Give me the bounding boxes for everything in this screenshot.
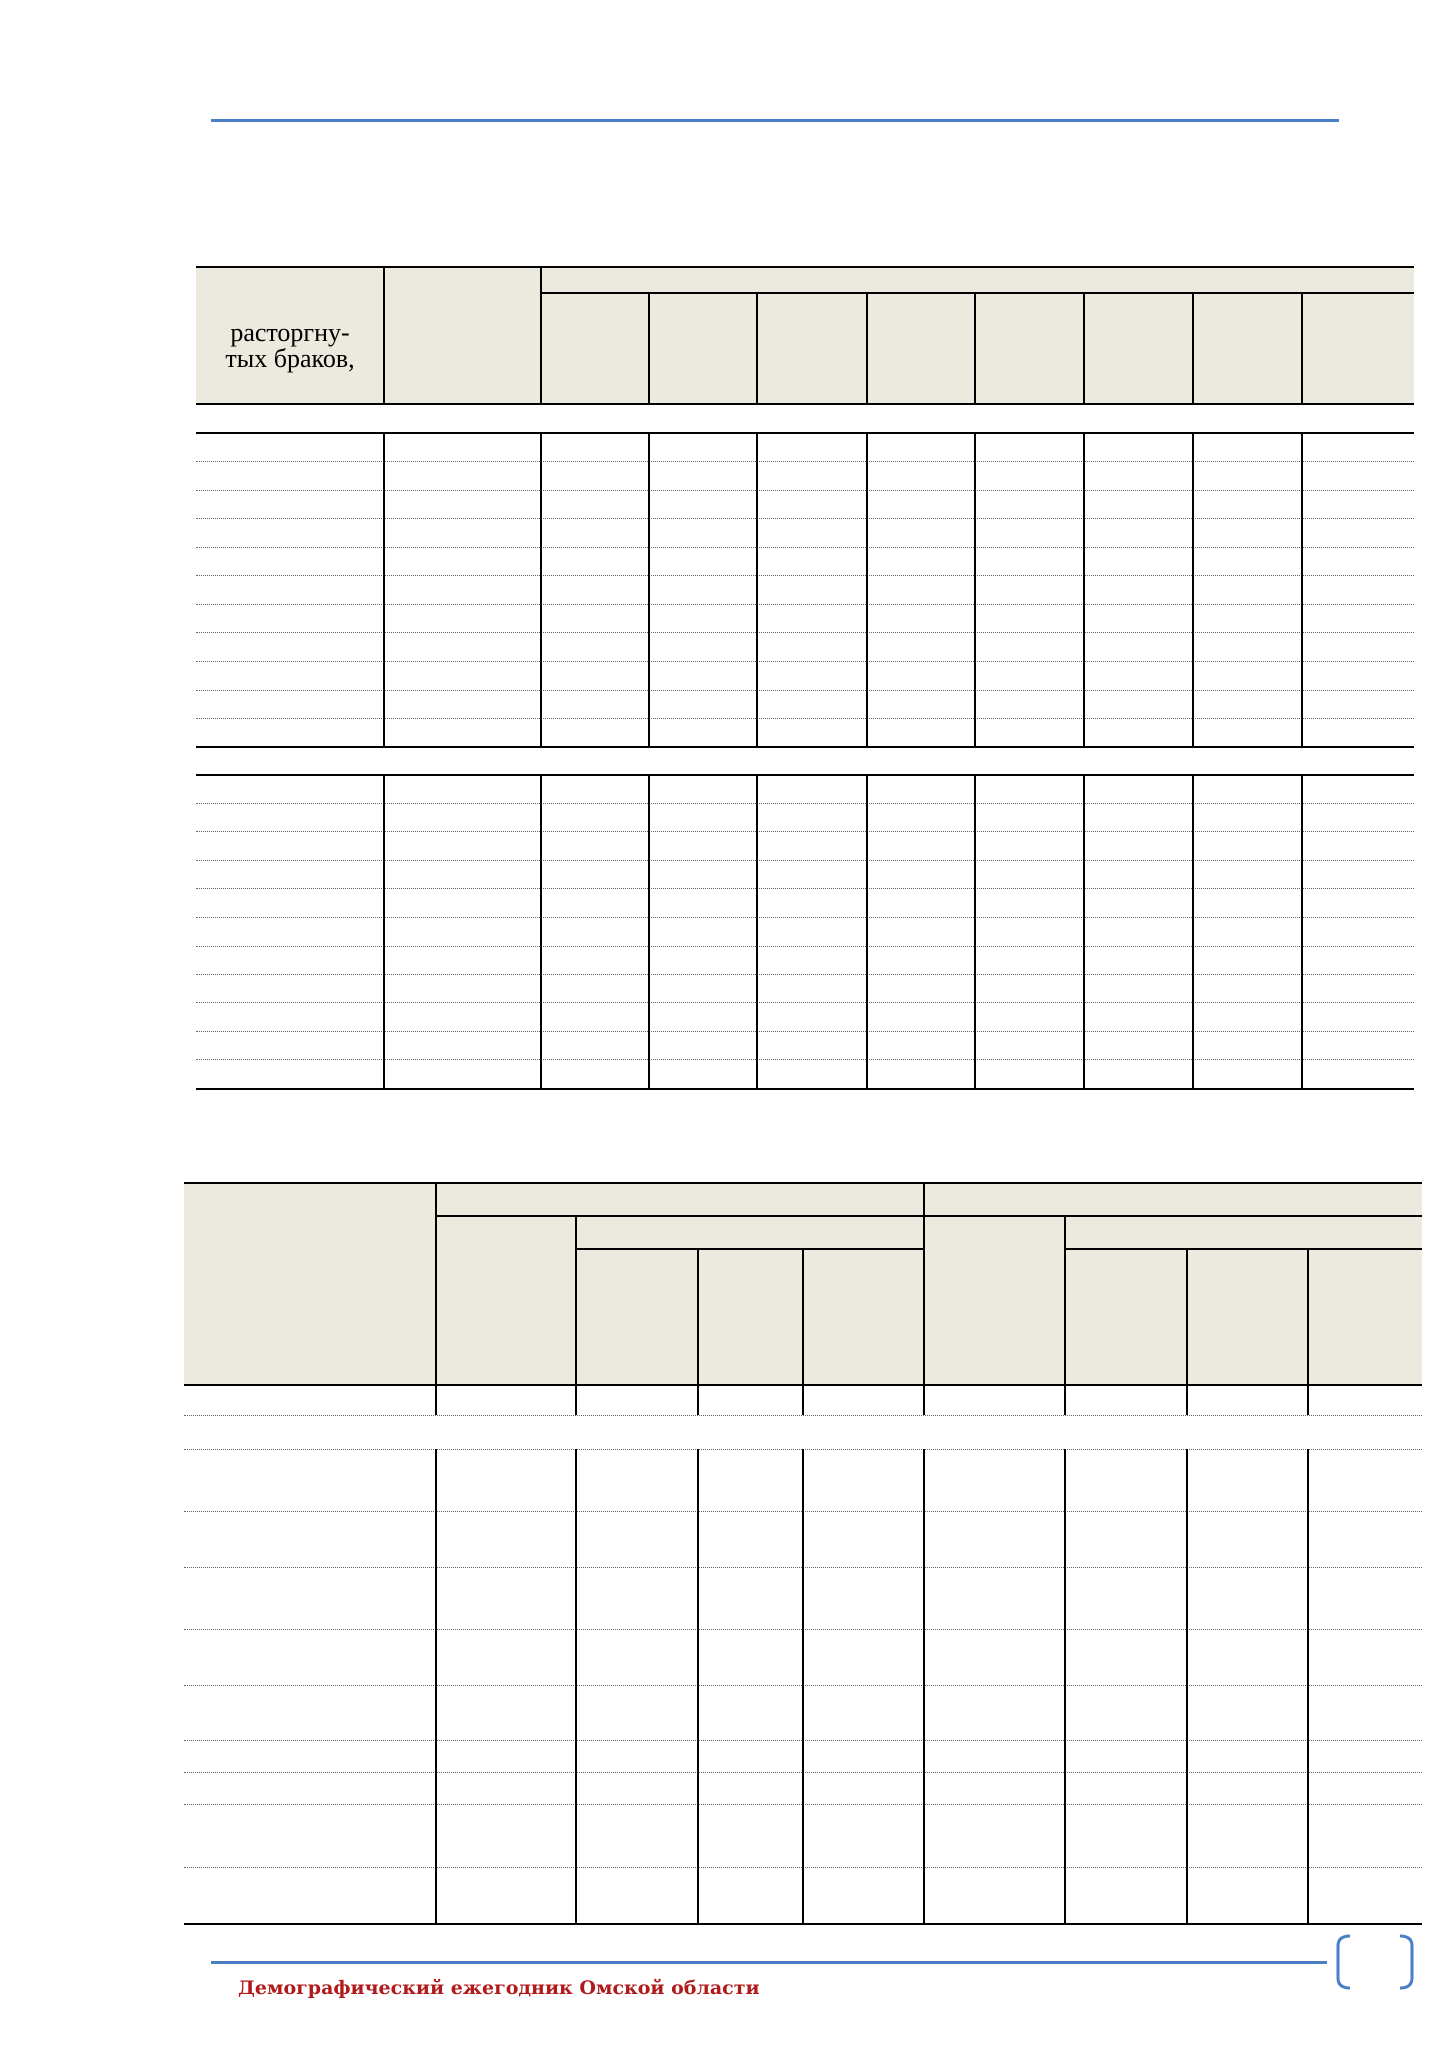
t2-subheader-line	[1064, 1248, 1422, 1250]
t2b-v	[1186, 1449, 1188, 1925]
t1-row-sep	[196, 632, 1414, 633]
t1-row-sep	[196, 946, 1414, 947]
t2b-v	[1307, 1449, 1309, 1925]
t1-row-sep	[196, 888, 1414, 889]
t2-row-sep	[184, 1415, 1422, 1416]
t2r0-v	[435, 1385, 437, 1415]
t1-block1-bottom	[196, 746, 1414, 748]
t2b-v	[575, 1449, 577, 1925]
t1b1-v	[383, 432, 385, 748]
t2b-v	[923, 1449, 925, 1925]
t1b2-v	[648, 774, 650, 1090]
t1-block1-top	[196, 432, 1414, 434]
t1-row-sep	[196, 461, 1414, 462]
t1h-v	[1192, 292, 1194, 405]
t1h-v	[756, 292, 758, 405]
t1h-v	[866, 292, 868, 405]
t2h-v	[1307, 1248, 1309, 1386]
t1-block2-bottom	[196, 1088, 1414, 1090]
t1-row-sep	[196, 1031, 1414, 1032]
top-rule	[211, 119, 1339, 122]
t1h-v	[383, 266, 385, 405]
t1-row-sep	[196, 690, 1414, 691]
t1b1-v	[1301, 432, 1303, 748]
t1-row-sep	[196, 831, 1414, 832]
t1-row-sep	[196, 661, 1414, 662]
t2r0-v	[1186, 1385, 1188, 1415]
t1b1-v	[974, 432, 976, 748]
t2h-v	[1064, 1215, 1066, 1386]
t1b2-v	[756, 774, 758, 1090]
t1b1-v	[866, 432, 868, 748]
t2r0-v	[802, 1385, 804, 1415]
t2b-v	[1064, 1449, 1066, 1925]
t1-row-sep	[196, 490, 1414, 491]
t1-row-sep	[196, 917, 1414, 918]
t1b1-v	[540, 432, 542, 748]
footer-title: Демографический ежегодник Омской области	[238, 1977, 760, 1999]
t1-row-sep	[196, 974, 1414, 975]
t1b1-v	[756, 432, 758, 748]
table-1-header-bottom	[196, 403, 1414, 405]
t1-row-sep	[196, 803, 1414, 804]
t2h-v	[1186, 1248, 1188, 1386]
table-1-header-first-col	[196, 320, 384, 372]
t1h-v	[1083, 292, 1085, 405]
t2-subheader-line	[575, 1248, 923, 1250]
t2b-v	[802, 1449, 804, 1925]
t1b2-v	[1301, 774, 1303, 1090]
table-1-subheader-line	[540, 292, 1414, 294]
t1-row-sep	[196, 575, 1414, 576]
t1-row-sep	[196, 860, 1414, 861]
t1b1-v	[648, 432, 650, 748]
t2h-v	[575, 1215, 577, 1386]
t1-row-sep	[196, 547, 1414, 548]
t1b2-v	[540, 774, 542, 1090]
t2r0-v	[923, 1385, 925, 1415]
t2r0-v	[1307, 1385, 1309, 1415]
header-line-1: расторгну-	[230, 318, 350, 347]
t1b2-v	[866, 774, 868, 1090]
table-1-top-border	[196, 266, 1414, 268]
t2r0-v	[697, 1385, 699, 1415]
t1b2-v	[974, 774, 976, 1090]
t2b-v	[435, 1449, 437, 1925]
t2b-v	[697, 1449, 699, 1925]
t1b2-v	[383, 774, 385, 1090]
t1h-v	[648, 292, 650, 405]
t2h-v	[435, 1182, 437, 1386]
table-2-top-border	[184, 1182, 1422, 1184]
page-number-bracket-icon	[1336, 1934, 1414, 1990]
t1-row-sep	[196, 1002, 1414, 1003]
t1-row-sep	[196, 604, 1414, 605]
t1h-v	[1301, 292, 1303, 405]
t1-row-sep	[196, 718, 1414, 719]
t2r0-v	[575, 1385, 577, 1415]
t1b2-v	[1192, 774, 1194, 1090]
t1b2-v	[1083, 774, 1085, 1090]
t1-row-sep	[196, 1059, 1414, 1060]
t2r0-v	[1064, 1385, 1066, 1415]
t1h-v	[540, 266, 542, 405]
t2h-v	[802, 1248, 804, 1386]
t1-row-sep	[196, 518, 1414, 519]
t2-subheader-line	[435, 1215, 1422, 1217]
t1b1-v	[1083, 432, 1085, 748]
t1-block2-top	[196, 774, 1414, 776]
header-line-2: тых браков,	[225, 344, 355, 373]
t2h-v	[923, 1182, 925, 1386]
t1h-v	[974, 292, 976, 405]
t2h-v	[697, 1248, 699, 1386]
bottom-rule	[211, 1961, 1327, 1964]
t1b1-v	[1192, 432, 1194, 748]
